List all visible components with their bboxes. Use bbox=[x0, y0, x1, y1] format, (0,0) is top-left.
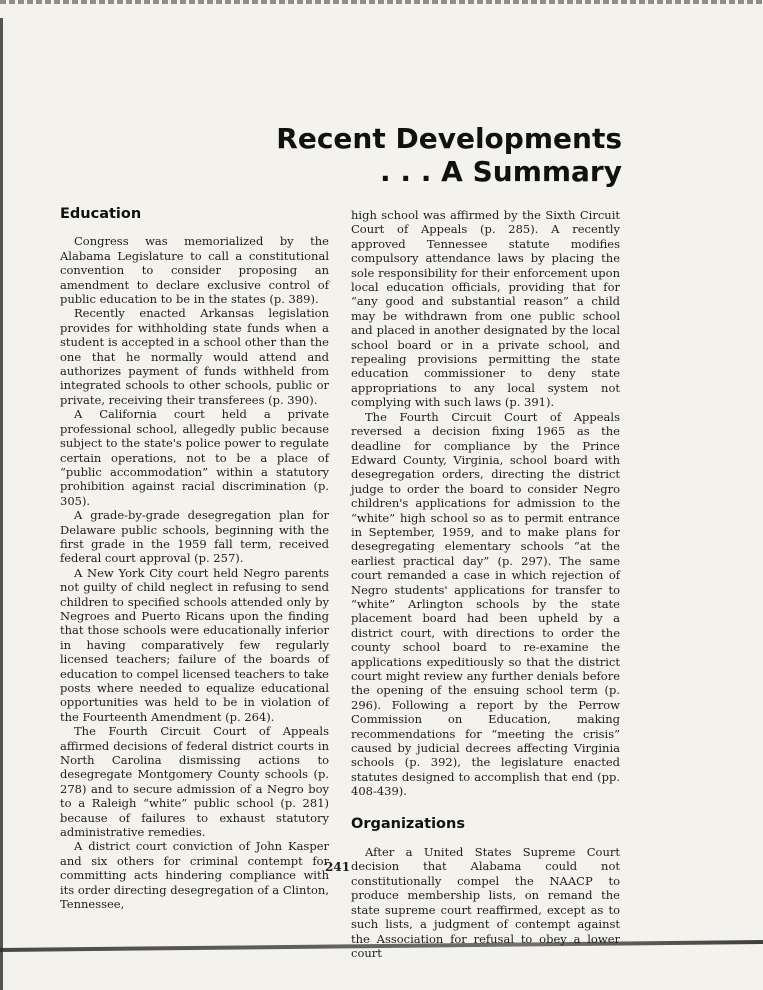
page-title bbox=[276, 122, 622, 188]
paragraph: Congress was memorialized by the Alabama Legislature to call a constitutional convention to consider proposing an amendment to declare exclusive control of public education to be in the states (p. 389). bbox=[60, 234, 329, 307]
paragraph: A New York City court held Negro parents not guilty of child neglect in refusing to send children to specified schools attended only by Negroes and Puerto Ricans upon the finding that those schools were educationally inferior in having comparatively few regularly licensed teachers; failure of the boards of education to compel licensed teachers to take posts where needed to equalize educational opportunities was held to be in violation of the Fourteenth Amendment (p. 264). bbox=[60, 565, 329, 724]
paragraph: The Fourth Circuit Court of Appeals reversed a decision fixing 1965 as the deadline for compliance by the Prince Edward County, Virginia, school board with desegregation orders, directing the district judge to order the board to consider Negro children's applications for admission to the “white” high school so as to permit entrance in September, 1959, and to make plans for desegregating elementary schools “at the earliest practical day” (p. 297). The same court remanded a case in which rejection of Negro students' applications for transfer to “white” Arlington schools by the state placement board had been upheld by a district court, with directions to order the county school board to re-examine the applications expeditiously so that the district court might review any further denials before the opening of the ensuing school term (p. 296). Following a report by the Perrow Commission on Education, making recommendations for “meeting the crisis” caused by judicial decrees affecting Virginia schools (p. 392), the legislature enacted statutes designed to accomplish that end (pp. 408-439). bbox=[351, 409, 620, 799]
paragraph: After a United States Supreme Court decision that Alabama could not constitutionally compel the NAACP to produce membership lists, on remand the state supreme court reaffirmed, except as to such lists, a judgment of contempt against the Association for refusal to obey a lower court bbox=[351, 845, 620, 960]
title-line-2: . . . A Summary bbox=[380, 155, 622, 188]
page-number: 241 bbox=[325, 860, 351, 874]
organizations-heading: Organizations bbox=[351, 815, 465, 832]
paragraph: The Fourth Circuit Court of Appeals affirmed decisions of federal district courts in North Carolina dismissing actions to desegregate Montgomery County schools (p. 278) and to secure admission of a Negro boy to a Raleigh “white” public school (p. 281) because of failures to exhaust statutory administrative remedies. bbox=[60, 724, 329, 840]
right-column bbox=[351, 208, 620, 960]
education-heading: Education bbox=[60, 206, 142, 222]
paragraph: high school was affirmed by the Sixth Circuit Court of Appeals (p. 285). A recently approved Tennessee statute modifies compulsory attendance laws by placing the sole responsibility for their enforcement upon local education officials, providing that for “any good and substantial reason” a child may be withdrawn from one public school and placed in another designated by the local school board or in a private school, and repealing provisions permitting the state education commissioner to deny state appropriations to any local system not complying with such laws (p. 391). bbox=[351, 208, 620, 410]
paragraph: A grade-by-grade desegregation plan for Delaware public schools, beginning with the first grade in the 1959 fall term, received federal court approval (p. 257). bbox=[60, 508, 329, 566]
scan-left-edge bbox=[0, 18, 3, 990]
title-line-1: Recent Developments bbox=[276, 122, 622, 155]
paragraph: Recently enacted Arkansas legislation provides for withholding state funds when a student is accepted in a school other than the one that he normally would attend and authorizes payment of funds withheld from integrated schools to other schools, public or private, receiving their transferees (p. 390). bbox=[60, 306, 329, 407]
scan-top-edge bbox=[0, 0, 763, 4]
paragraph: A California court held a private professional school, allegedly public because subject to the state's police power to regulate certain operations, not to be a place of “public accommodation” within a statutory prohibition against racial discrimination (p. 305). bbox=[60, 407, 329, 508]
left-column bbox=[60, 203, 329, 912]
paragraph: A district court conviction of John Kasper and six others for criminal contempt for committing acts hindering compliance with its order directing desegregation of a Clinton, Tennessee, bbox=[60, 839, 329, 912]
